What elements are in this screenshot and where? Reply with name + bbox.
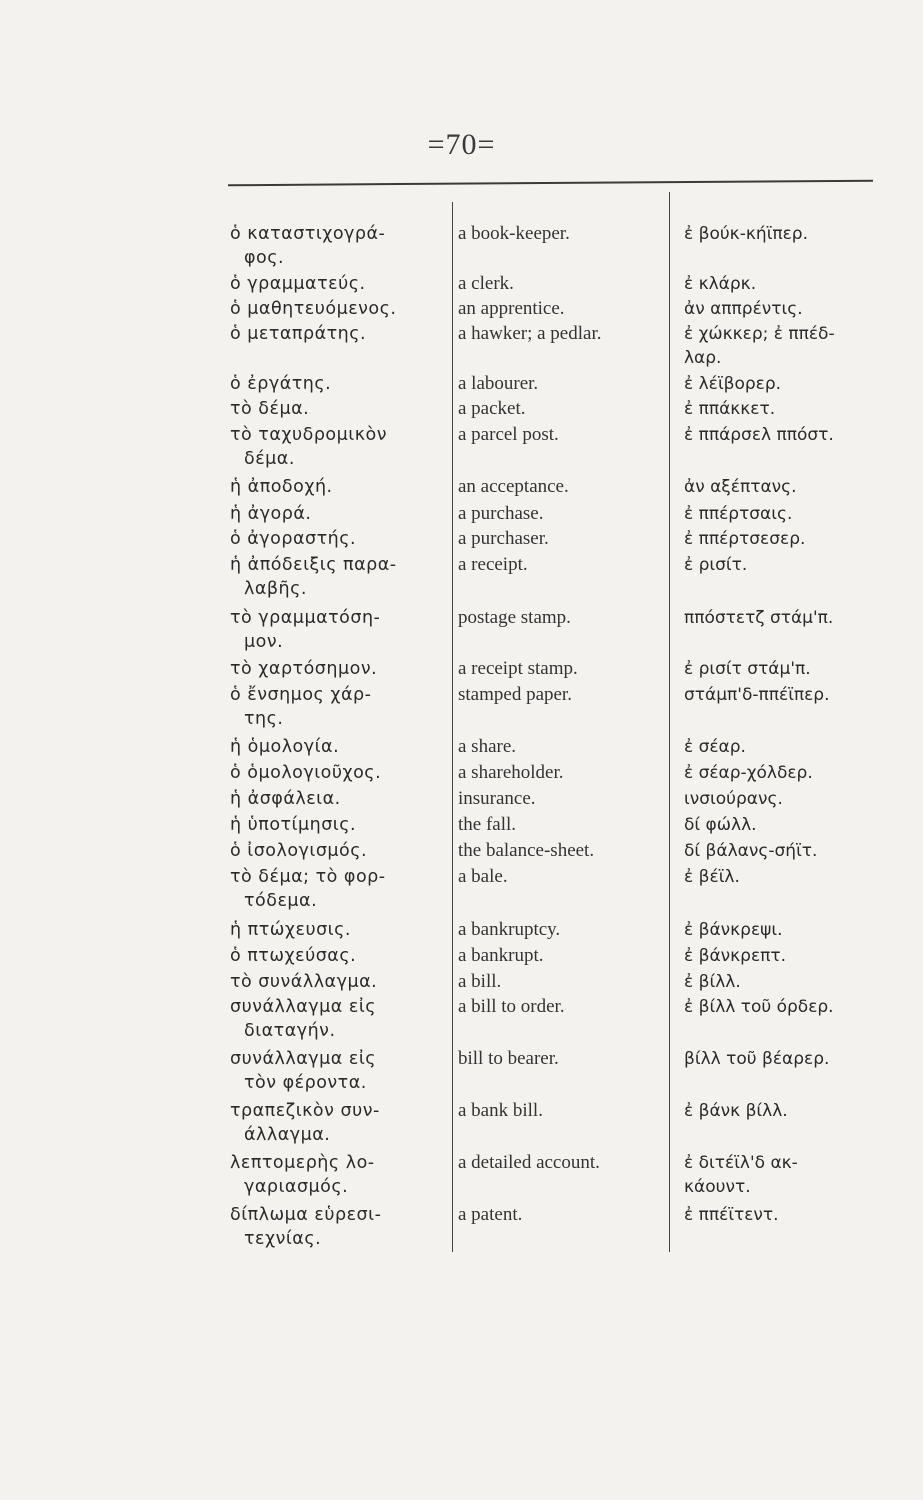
english-term-line: a bank bill. bbox=[458, 1100, 543, 1121]
english-term-line: a receipt stamp. bbox=[458, 658, 578, 679]
pronunciation-line: ινσιούρανς. bbox=[684, 789, 783, 809]
english-term bbox=[458, 322, 601, 346]
english-term-line: a bill to order. bbox=[458, 996, 565, 1017]
pronunciation-line: ἐ διτέϊλ'δ ακ- bbox=[684, 1153, 798, 1173]
greek-term bbox=[230, 222, 385, 270]
greek-term-line: τὸ ταχυδρομικὸν bbox=[230, 425, 387, 445]
greek-term bbox=[230, 1099, 380, 1147]
english-term-line: a purchaser. bbox=[458, 528, 549, 549]
pronunciation-line: ἐ βέϊλ. bbox=[684, 867, 740, 887]
greek-term bbox=[230, 1151, 375, 1199]
pronunciation-line: ἐ ππέρτσαις. bbox=[684, 504, 793, 524]
english-term-line: a book-keeper. bbox=[458, 223, 570, 244]
pronunciation bbox=[684, 657, 811, 681]
english-term-line: a bill. bbox=[458, 971, 502, 992]
greek-term bbox=[230, 839, 367, 863]
pronunciation bbox=[684, 1099, 788, 1123]
greek-term-line: ἡ ἀποδοχή. bbox=[230, 477, 333, 497]
pronunciation-line: ἐ ππάκκετ. bbox=[684, 399, 776, 419]
greek-term bbox=[230, 787, 341, 811]
english-term-line: a share. bbox=[458, 736, 517, 757]
english-term bbox=[458, 683, 572, 707]
greek-term bbox=[230, 813, 356, 837]
pronunciation bbox=[684, 683, 830, 707]
greek-term-line: τὸ δέμα; τὸ φορ- bbox=[230, 867, 386, 887]
column-divider-left bbox=[452, 202, 453, 1252]
english-term-line: a receipt. bbox=[458, 554, 528, 575]
pronunciation bbox=[684, 839, 817, 863]
greek-term-line: τεχνίας. bbox=[244, 1229, 322, 1249]
greek-term-line: άλλαγμα. bbox=[244, 1125, 331, 1145]
english-term-line: stamped paper. bbox=[458, 684, 572, 705]
greek-term bbox=[230, 297, 396, 321]
english-term-line: the fall. bbox=[458, 814, 517, 835]
greek-term bbox=[230, 502, 311, 526]
english-term bbox=[458, 918, 560, 942]
greek-term bbox=[230, 1047, 376, 1095]
english-term-line: a bale. bbox=[458, 866, 508, 887]
pronunciation-line: βίλλ τοῦ βέαρερ. bbox=[684, 1049, 830, 1069]
pronunciation-line: ἐ βίλλ τοῦ όρδερ. bbox=[684, 997, 834, 1017]
greek-term-line: ὁ πτωχεύσας. bbox=[230, 946, 357, 966]
greek-term-line: ἡ ὑποτίμησις. bbox=[230, 815, 357, 835]
english-term bbox=[458, 423, 559, 447]
pronunciation bbox=[684, 918, 783, 942]
greek-term-line: ἡ ὁμολογία. bbox=[230, 737, 340, 757]
greek-term-line: ὁ ἔνσημος χάρ- bbox=[230, 685, 372, 705]
pronunciation bbox=[684, 761, 813, 785]
greek-term bbox=[230, 761, 381, 785]
pronunciation bbox=[684, 475, 797, 499]
pronunciation bbox=[684, 944, 786, 968]
greek-term bbox=[230, 475, 333, 499]
english-term bbox=[458, 839, 594, 863]
pronunciation-line: ἐ σέαρ. bbox=[684, 737, 746, 757]
pronunciation-line: ἐ βούκ-κήϊπερ. bbox=[684, 224, 808, 244]
greek-term-line: συνάλλαγμα εἰς bbox=[230, 997, 377, 1017]
pronunciation bbox=[684, 372, 781, 396]
greek-term bbox=[230, 553, 397, 601]
english-term bbox=[458, 1047, 559, 1071]
greek-term bbox=[230, 272, 366, 296]
english-term bbox=[458, 397, 526, 421]
greek-term-line: δέμα. bbox=[244, 449, 295, 469]
greek-term-line: ὁ ἰσολογισμός. bbox=[230, 841, 368, 861]
greek-term bbox=[230, 606, 380, 654]
greek-term-line: ἡ ἀγορά. bbox=[230, 504, 312, 524]
pronunciation bbox=[684, 813, 757, 837]
greek-term bbox=[230, 944, 356, 968]
english-term bbox=[458, 657, 578, 681]
greek-term-line: ὁ ὁμολογιοῦχος. bbox=[230, 763, 382, 783]
greek-term-line: της. bbox=[244, 709, 284, 729]
greek-term-line: συνάλλαγμα εἰς bbox=[230, 1049, 377, 1069]
pronunciation-line: ἀν αππρέντις. bbox=[684, 299, 803, 319]
greek-term bbox=[230, 322, 366, 346]
pronunciation-line: ἀν αξέπτανς. bbox=[684, 477, 797, 497]
pronunciation bbox=[684, 502, 792, 526]
english-term bbox=[458, 272, 514, 296]
english-term bbox=[458, 372, 538, 396]
english-term-line: bill to bearer. bbox=[458, 1048, 559, 1069]
greek-term bbox=[230, 372, 331, 396]
greek-term-line: τὸ συνάλλαγμα. bbox=[230, 972, 378, 992]
pronunciation-line: κάουντ. bbox=[684, 1177, 751, 1197]
pronunciation bbox=[684, 606, 833, 630]
english-term-line: a shareholder. bbox=[458, 762, 564, 783]
greek-term bbox=[230, 865, 386, 913]
english-term bbox=[458, 813, 516, 837]
english-term-line: a purchase. bbox=[458, 503, 544, 524]
greek-term-line: ὁ καταστιχογρά- bbox=[230, 224, 386, 244]
greek-term-line: δίπλωμα εὑρεσι- bbox=[230, 1205, 382, 1225]
pronunciation bbox=[684, 527, 805, 551]
english-term bbox=[458, 606, 571, 630]
english-term bbox=[458, 1099, 543, 1123]
greek-term-line: διαταγήν. bbox=[244, 1021, 336, 1041]
english-term bbox=[458, 527, 549, 551]
greek-term bbox=[230, 1203, 381, 1251]
english-term-line: a clerk. bbox=[458, 273, 514, 294]
pronunciation-line: δί βάλανς-σήϊτ. bbox=[684, 841, 818, 861]
english-term bbox=[458, 222, 570, 246]
greek-term-line: ὁ ἀγοραστής. bbox=[230, 529, 357, 549]
english-term-line: insurance. bbox=[458, 788, 536, 809]
pronunciation bbox=[684, 970, 741, 994]
pronunciation bbox=[684, 423, 834, 447]
pronunciation-line: ἐ βίλλ. bbox=[684, 972, 741, 992]
greek-term bbox=[230, 527, 356, 551]
english-term bbox=[458, 475, 569, 499]
pronunciation bbox=[684, 397, 775, 421]
english-term-line: a bankrupt. bbox=[458, 945, 544, 966]
pronunciation bbox=[684, 297, 803, 321]
english-term bbox=[458, 1203, 522, 1227]
pronunciation-line: ἐ ππέρτσεσερ. bbox=[684, 529, 806, 549]
pronunciation bbox=[684, 1203, 779, 1227]
greek-term-line: φος. bbox=[244, 248, 285, 268]
english-term bbox=[458, 970, 501, 994]
pronunciation-line: ἐ ππάρσελ ππόστ. bbox=[684, 425, 834, 445]
greek-term-line: ὁ γραμματεύς. bbox=[230, 274, 366, 294]
greek-term-line: γαριασμός. bbox=[244, 1177, 349, 1197]
pronunciation-line: ἐ λέϊβορερ. bbox=[684, 374, 782, 394]
pronunciation-line: ἐ ππέϊτεντ. bbox=[684, 1205, 779, 1225]
english-term bbox=[458, 865, 508, 889]
greek-term-line: ὁ μαθητευόμενος. bbox=[230, 299, 397, 319]
english-term-line: an apprentice. bbox=[458, 298, 565, 319]
english-term-line: a patent. bbox=[458, 1204, 523, 1225]
pronunciation-line: ἐ ρισίτ στάμ'π. bbox=[684, 659, 811, 679]
greek-term-line: τὸν φέροντα. bbox=[244, 1073, 367, 1093]
pronunciation bbox=[684, 735, 746, 759]
greek-term bbox=[230, 657, 377, 681]
english-term bbox=[458, 297, 565, 321]
pronunciation bbox=[684, 322, 835, 370]
pronunciation bbox=[684, 553, 747, 577]
pronunciation bbox=[684, 222, 808, 246]
greek-term-line: ἡ ἀσφάλεια. bbox=[230, 789, 341, 809]
english-term bbox=[458, 787, 536, 811]
pronunciation-line: ππόστετζ στάμ'π. bbox=[684, 608, 834, 628]
english-term-line: a hawker; a pedlar. bbox=[458, 323, 602, 344]
pronunciation-line: δί φώλλ. bbox=[684, 815, 757, 835]
page-number: =70= bbox=[427, 128, 496, 161]
pronunciation bbox=[684, 1047, 829, 1071]
greek-term-line: μον. bbox=[244, 632, 284, 652]
column-divider-right bbox=[669, 192, 670, 1252]
greek-term bbox=[230, 735, 339, 759]
pronunciation-line: ἐ βάνκρεπτ. bbox=[684, 946, 787, 966]
pronunciation-line: ἐ χώκκερ; ἐ ππέδ- bbox=[684, 324, 835, 344]
greek-term-line: ὁ μεταπράτης. bbox=[230, 324, 367, 344]
english-term bbox=[458, 995, 565, 1019]
pronunciation bbox=[684, 272, 756, 296]
pronunciation-line: ἐ κλάρκ. bbox=[684, 274, 757, 294]
pronunciation-line: ἐ σέαρ-χόλδερ. bbox=[684, 763, 813, 783]
pronunciation bbox=[684, 865, 740, 889]
greek-term bbox=[230, 397, 309, 421]
english-term-line: a bankruptcy. bbox=[458, 919, 561, 940]
pronunciation-line: ἐ βάνκρεψι. bbox=[684, 920, 783, 940]
english-term-line: an acceptance. bbox=[458, 476, 569, 497]
greek-term bbox=[230, 423, 387, 471]
english-term bbox=[458, 735, 516, 759]
pronunciation-line: ἐ ρισίτ. bbox=[684, 555, 748, 575]
pronunciation-line: στάμπ'δ-ππέϊπερ. bbox=[684, 685, 830, 705]
english-term-line: a detailed account. bbox=[458, 1152, 600, 1173]
pronunciation bbox=[684, 787, 783, 811]
english-term bbox=[458, 502, 543, 526]
english-term-line: a labourer. bbox=[458, 373, 539, 394]
greek-term bbox=[230, 995, 376, 1043]
english-term-line: a packet. bbox=[458, 398, 526, 419]
greek-term bbox=[230, 918, 351, 942]
greek-term-line: ὁ ἐργάτης. bbox=[230, 374, 332, 394]
pronunciation bbox=[684, 1151, 798, 1199]
header-rule bbox=[228, 180, 873, 187]
pronunciation bbox=[684, 995, 834, 1019]
greek-term bbox=[230, 970, 377, 994]
english-term bbox=[458, 761, 564, 785]
english-term bbox=[458, 553, 528, 577]
greek-term-line: τραπεζικὸν συν- bbox=[230, 1101, 380, 1121]
greek-term-line: τὸ χαρτόσημον. bbox=[230, 659, 378, 679]
greek-term-line: λεπτομερὴς λο- bbox=[230, 1153, 375, 1173]
greek-term-line: τὸ δέμα. bbox=[230, 399, 310, 419]
greek-term-line: λαβῆς. bbox=[244, 579, 307, 599]
greek-term bbox=[230, 683, 371, 731]
english-term bbox=[458, 944, 543, 968]
greek-term-line: ἡ ἀπόδειξις παρα- bbox=[230, 555, 397, 575]
english-term-line: a parcel post. bbox=[458, 424, 559, 445]
pronunciation-line: λαρ. bbox=[684, 348, 722, 368]
english-term-line: the balance-sheet. bbox=[458, 840, 595, 861]
greek-term-line: τὸ γραμματόση- bbox=[230, 608, 381, 628]
english-term-line: postage stamp. bbox=[458, 607, 571, 628]
english-term bbox=[458, 1151, 600, 1175]
greek-term-line: τόδεμα. bbox=[244, 891, 318, 911]
greek-term-line: ἡ πτώχευσις. bbox=[230, 920, 351, 940]
pronunciation-line: ἐ βάνκ βίλλ. bbox=[684, 1101, 788, 1121]
